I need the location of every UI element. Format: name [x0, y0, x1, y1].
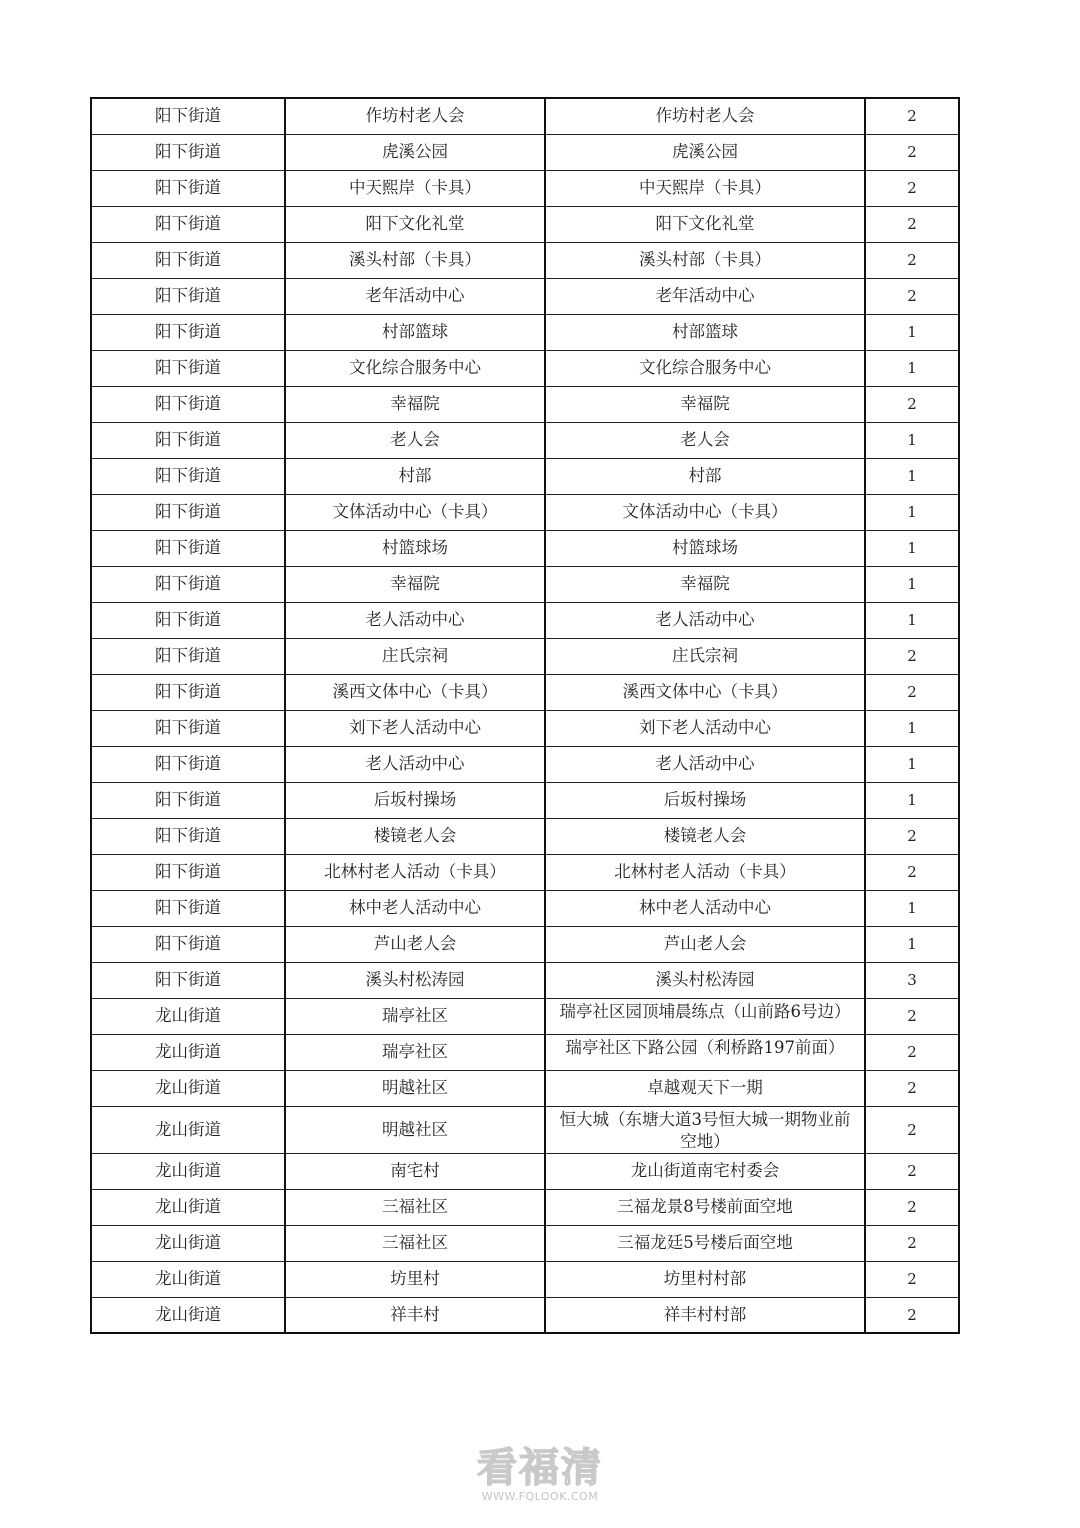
cell-count: 2	[865, 134, 959, 170]
cell-count: 2	[865, 170, 959, 206]
cell-district: 阳下街道	[91, 962, 285, 998]
cell-site: 文体活动中心（卡具）	[285, 494, 545, 530]
cell-district: 龙山街道	[91, 1153, 285, 1189]
cell-district: 阳下街道	[91, 278, 285, 314]
table-row	[91, 782, 959, 818]
cell-location: 龙山街道南宅村委会	[545, 1153, 865, 1189]
cell-site: 老人会	[285, 422, 545, 458]
watermark-url: WWW.FQLOOK.COM	[481, 1490, 599, 1503]
cell-count: 2	[865, 1153, 959, 1189]
table-row	[91, 458, 959, 494]
cell-site: 楼镜老人会	[285, 818, 545, 854]
cell-district: 龙山街道	[91, 1261, 285, 1297]
table-row	[91, 350, 959, 386]
cell-count: 2	[865, 98, 959, 134]
cell-district: 阳下街道	[91, 674, 285, 710]
cell-site: 老人活动中心	[285, 602, 545, 638]
cell-location: 文化综合服务中心	[545, 350, 865, 386]
table-body	[91, 98, 959, 1333]
table-row	[91, 242, 959, 278]
cell-count: 2	[865, 1225, 959, 1261]
cell-site: 后坂村操场	[285, 782, 545, 818]
cell-site: 林中老人活动中心	[285, 890, 545, 926]
cell-site: 溪头村部（卡具）	[285, 242, 545, 278]
cell-count: 2	[865, 1189, 959, 1225]
watermark-logo-text: 看福清	[477, 1445, 603, 1491]
cell-location: 北林村老人活动（卡具）	[545, 854, 865, 890]
table-row	[91, 1261, 959, 1297]
cell-location: 三福龙景8号楼前面空地	[545, 1189, 865, 1225]
table-row	[91, 422, 959, 458]
cell-count: 1	[865, 458, 959, 494]
table-row	[91, 638, 959, 674]
cell-site: 幸福院	[285, 566, 545, 602]
cell-district: 阳下街道	[91, 386, 285, 422]
cell-site: 幸福院	[285, 386, 545, 422]
cell-location: 芦山老人会	[545, 926, 865, 962]
cell-count: 2	[865, 1106, 959, 1153]
table-row	[91, 890, 959, 926]
cell-site: 文化综合服务中心	[285, 350, 545, 386]
cell-site: 明越社区	[285, 1106, 545, 1153]
cell-location: 文体活动中心（卡具）	[545, 494, 865, 530]
cell-count: 2	[865, 278, 959, 314]
cell-district: 阳下街道	[91, 458, 285, 494]
table-row	[91, 1070, 959, 1106]
cell-location: 溪头村松涛园	[545, 962, 865, 998]
cell-count: 1	[865, 782, 959, 818]
cell-location: 老人会	[545, 422, 865, 458]
cell-site: 北林村老人活动（卡具）	[285, 854, 545, 890]
cell-site: 南宅村	[285, 1153, 545, 1189]
cell-site: 坊里村	[285, 1261, 545, 1297]
table-row	[91, 98, 959, 134]
cell-count: 1	[865, 566, 959, 602]
cell-location: 村部篮球	[545, 314, 865, 350]
table-row	[91, 962, 959, 998]
cell-district: 阳下街道	[91, 638, 285, 674]
cell-location: 溪西文体中心（卡具）	[545, 674, 865, 710]
cell-location: 老人活动中心	[545, 746, 865, 782]
cell-site: 三福社区	[285, 1189, 545, 1225]
cell-district: 阳下街道	[91, 602, 285, 638]
cell-site: 溪西文体中心（卡具）	[285, 674, 545, 710]
cell-count: 1	[865, 710, 959, 746]
table-row	[91, 818, 959, 854]
cell-location: 作坊村老人会	[545, 98, 865, 134]
cell-count: 2	[865, 854, 959, 890]
cell-site: 阳下文化礼堂	[285, 206, 545, 242]
cell-district: 阳下街道	[91, 98, 285, 134]
cell-location: 村篮球场	[545, 530, 865, 566]
table-row	[91, 1106, 959, 1153]
cell-district: 阳下街道	[91, 422, 285, 458]
cell-district: 龙山街道	[91, 1225, 285, 1261]
cell-count: 1	[865, 530, 959, 566]
cell-count: 2	[865, 1261, 959, 1297]
cell-location: 坊里村村部	[545, 1261, 865, 1297]
table-row	[91, 1034, 959, 1070]
cell-count: 1	[865, 746, 959, 782]
table-row	[91, 602, 959, 638]
table-row	[91, 926, 959, 962]
cell-district: 阳下街道	[91, 494, 285, 530]
cell-location: 老年活动中心	[545, 278, 865, 314]
cell-count: 1	[865, 350, 959, 386]
cell-district: 龙山街道	[91, 1297, 285, 1333]
table-row	[91, 746, 959, 782]
cell-count: 1	[865, 602, 959, 638]
cell-district: 龙山街道	[91, 1034, 285, 1070]
cell-count: 2	[865, 1034, 959, 1070]
cell-count: 1	[865, 314, 959, 350]
cell-site: 虎溪公园	[285, 134, 545, 170]
cell-location: 卓越观天下一期	[545, 1070, 865, 1106]
table-row	[91, 1153, 959, 1189]
cell-location: 刘下老人活动中心	[545, 710, 865, 746]
cell-district: 阳下街道	[91, 242, 285, 278]
cell-location: 楼镜老人会	[545, 818, 865, 854]
cell-site: 溪头村松涛园	[285, 962, 545, 998]
cell-district: 阳下街道	[91, 314, 285, 350]
cell-site: 三福社区	[285, 1225, 545, 1261]
table-row	[91, 206, 959, 242]
table-row	[91, 1225, 959, 1261]
cell-location: 村部	[545, 458, 865, 494]
cell-district: 龙山街道	[91, 1189, 285, 1225]
cell-location: 庄氏宗祠	[545, 638, 865, 674]
cell-count: 2	[865, 998, 959, 1034]
cell-district: 阳下街道	[91, 854, 285, 890]
cell-site: 村部篮球	[285, 314, 545, 350]
table-row	[91, 998, 959, 1034]
table-row	[91, 134, 959, 170]
watermark	[0, 1446, 1080, 1503]
cell-location: 老人活动中心	[545, 602, 865, 638]
table-row	[91, 170, 959, 206]
cell-count: 1	[865, 890, 959, 926]
data-table	[90, 97, 960, 1334]
cell-location: 溪头村部（卡具）	[545, 242, 865, 278]
cell-district: 阳下街道	[91, 926, 285, 962]
cell-location: 瑞亭社区园顶埔晨练点（山前路6号边）	[545, 998, 865, 1034]
table-row	[91, 710, 959, 746]
cell-district: 阳下街道	[91, 710, 285, 746]
cell-location: 中天熙岸（卡具）	[545, 170, 865, 206]
cell-count: 1	[865, 422, 959, 458]
cell-district: 阳下街道	[91, 782, 285, 818]
cell-site: 老人活动中心	[285, 746, 545, 782]
table-row	[91, 674, 959, 710]
cell-site: 祥丰村	[285, 1297, 545, 1333]
cell-count: 2	[865, 386, 959, 422]
cell-district: 龙山街道	[91, 1070, 285, 1106]
cell-location: 瑞亭社区下路公园（利桥路197前面）	[545, 1034, 865, 1070]
cell-district: 阳下街道	[91, 746, 285, 782]
cell-site: 明越社区	[285, 1070, 545, 1106]
cell-location: 幸福院	[545, 566, 865, 602]
cell-count: 2	[865, 1070, 959, 1106]
cell-site: 瑞亭社区	[285, 1034, 545, 1070]
cell-count: 1	[865, 926, 959, 962]
cell-site: 作坊村老人会	[285, 98, 545, 134]
cell-site: 庄氏宗祠	[285, 638, 545, 674]
table-row	[91, 314, 959, 350]
cell-location: 林中老人活动中心	[545, 890, 865, 926]
cell-location: 三福龙廷5号楼后面空地	[545, 1225, 865, 1261]
table-row	[91, 566, 959, 602]
table-row	[91, 1189, 959, 1225]
table-row	[91, 386, 959, 422]
cell-location: 后坂村操场	[545, 782, 865, 818]
cell-count: 3	[865, 962, 959, 998]
cell-site: 村部	[285, 458, 545, 494]
cell-location: 幸福院	[545, 386, 865, 422]
cell-district: 阳下街道	[91, 530, 285, 566]
table-row	[91, 278, 959, 314]
cell-district: 龙山街道	[91, 998, 285, 1034]
cell-district: 阳下街道	[91, 206, 285, 242]
cell-location: 祥丰村村部	[545, 1297, 865, 1333]
cell-site: 瑞亭社区	[285, 998, 545, 1034]
cell-district: 阳下街道	[91, 566, 285, 602]
cell-site: 村篮球场	[285, 530, 545, 566]
cell-site: 刘下老人活动中心	[285, 710, 545, 746]
cell-district: 阳下街道	[91, 134, 285, 170]
cell-count: 2	[865, 1297, 959, 1333]
cell-district: 阳下街道	[91, 818, 285, 854]
cell-count: 2	[865, 242, 959, 278]
cell-count: 2	[865, 674, 959, 710]
cell-site: 芦山老人会	[285, 926, 545, 962]
cell-location: 恒大城（东塘大道3号恒大城一期物业前空地）	[545, 1106, 865, 1153]
cell-count: 1	[865, 494, 959, 530]
cell-count: 2	[865, 818, 959, 854]
cell-district: 龙山街道	[91, 1106, 285, 1153]
cell-count: 2	[865, 206, 959, 242]
table-row	[91, 494, 959, 530]
cell-district: 阳下街道	[91, 170, 285, 206]
cell-location: 阳下文化礼堂	[545, 206, 865, 242]
table-row	[91, 854, 959, 890]
cell-district: 阳下街道	[91, 890, 285, 926]
cell-count: 2	[865, 638, 959, 674]
cell-location: 虎溪公园	[545, 134, 865, 170]
cell-site: 老年活动中心	[285, 278, 545, 314]
table-row	[91, 1297, 959, 1333]
table-row	[91, 530, 959, 566]
cell-site: 中天熙岸（卡具）	[285, 170, 545, 206]
cell-district: 阳下街道	[91, 350, 285, 386]
